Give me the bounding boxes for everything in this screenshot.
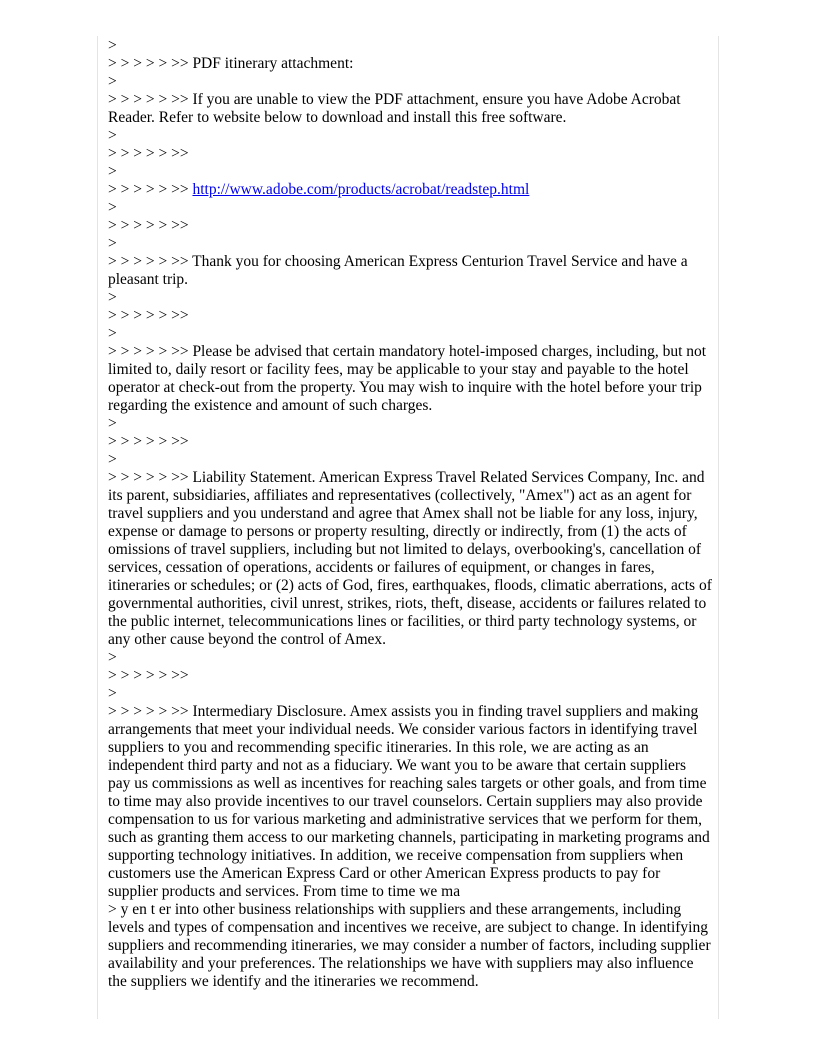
quote-line: > xyxy=(108,451,117,468)
quote-line: > > > > > >> xyxy=(108,307,189,324)
quote-line-thank-you: > > > > > >> Thank you for choosing American Express Centurion Travel Service and have a pleasant trip. xyxy=(108,253,688,288)
quote-line: > xyxy=(108,235,117,252)
quote-line: > xyxy=(108,649,117,666)
quote-line: > > > > > >> xyxy=(108,145,189,162)
quote-line: > xyxy=(108,685,117,702)
quote-prefix: > > > > > >> xyxy=(108,181,193,198)
quote-line: > xyxy=(108,163,117,180)
quote-line: > xyxy=(108,37,117,54)
email-page xyxy=(97,36,719,1019)
email-body xyxy=(108,37,712,991)
quote-line-pdf-heading: > > > > > >> PDF itinerary attachment: xyxy=(108,55,354,72)
quote-line: > xyxy=(108,289,117,306)
quote-line: > xyxy=(108,127,117,144)
quote-line: > > > > > >> xyxy=(108,433,189,450)
quote-line: > xyxy=(108,73,117,90)
quote-line: > xyxy=(108,199,117,216)
quote-line: > xyxy=(108,325,117,342)
quote-line: > > > > > >> xyxy=(108,667,189,684)
quote-line: > xyxy=(108,415,117,432)
quote-line-intermediary-disclosure: > > > > > >> Intermediary Disclosure. Amex assists you in finding travel suppliers and making arrangements that meet your individual needs. We consider various factors in identifying travel suppliers to you and recommending specific itineraries. In this role, we are acting as an independent third party and not as a fiduciary. We want you to be aware that certain suppliers pay us commissions as well as incentives for reaching sales targets or other goals, and from time to time may also provide incentives to our travel counselors. Certain suppliers may also provide compensation to us for various marketing and administrative services that we perform for them, such as granting them access to our marketing channels, participating in marketing programs and supporting technology initiatives. In addition, we receive compensation from suppliers when customers use the American Express Card or other American Express products to pay for supplier products and services. From time to time we ma xyxy=(108,703,710,900)
quote-line-intermediary-continued: > y en t er into other business relationships with suppliers and these arrangements, including levels and types of compensation and incentives we receive, are subject to change. In identifying suppliers and recommending itineraries, we may consider a number of factors, including supplier availability and your preferences. The relationships we have with suppliers may also influence the suppliers we identify and the itineraries we recommend. xyxy=(108,901,711,990)
quote-line-acrobat-note: > > > > > >> If you are unable to view the PDF attachment, ensure you have Adobe Acrobat Reader. Refer to website below to download and install this free software. xyxy=(108,91,681,126)
quote-line-hotel-charges: > > > > > >> Please be advised that certain mandatory hotel-imposed charges, including, but not limited to, daily resort or facility fees, may be applicable to your stay and payable to the hotel operator at check-out from the property. You may wish to inquire with the hotel before your trip regarding the existence and amount of such charges. xyxy=(108,343,707,414)
quote-line: > > > > > >> xyxy=(108,217,189,234)
quote-line-liability-statement: > > > > > >> Liability Statement. American Express Travel Related Services Company, Inc. and its parent, subsidiaries, affiliates and representatives (collectively, "Amex") act as an agent for travel suppliers and you understand and agree that Amex shall not be liable for any loss, injury, expense or damage to persons or property resulting, directly or indirectly, from (1) the acts of omissions of travel suppliers, including but not limited to delays, overbooking's, cancellation of services, cessation of operations, accidents or failures of equipment, or changes in fares, itineraries or schedules; or (2) acts of God, fires, earthquakes, floods, climatic aberrations, acts of governmental authorities, civil unrest, strikes, riots, theft, disease, accidents or failures related to the public internet, telecommunications lines or facilities, or third party technology systems, or any other cause beyond the control of Amex. xyxy=(108,469,712,648)
adobe-download-link[interactable]: http://www.adobe.com/products/acrobat/readstep.html xyxy=(192,181,530,198)
quote-line-link xyxy=(108,181,712,199)
